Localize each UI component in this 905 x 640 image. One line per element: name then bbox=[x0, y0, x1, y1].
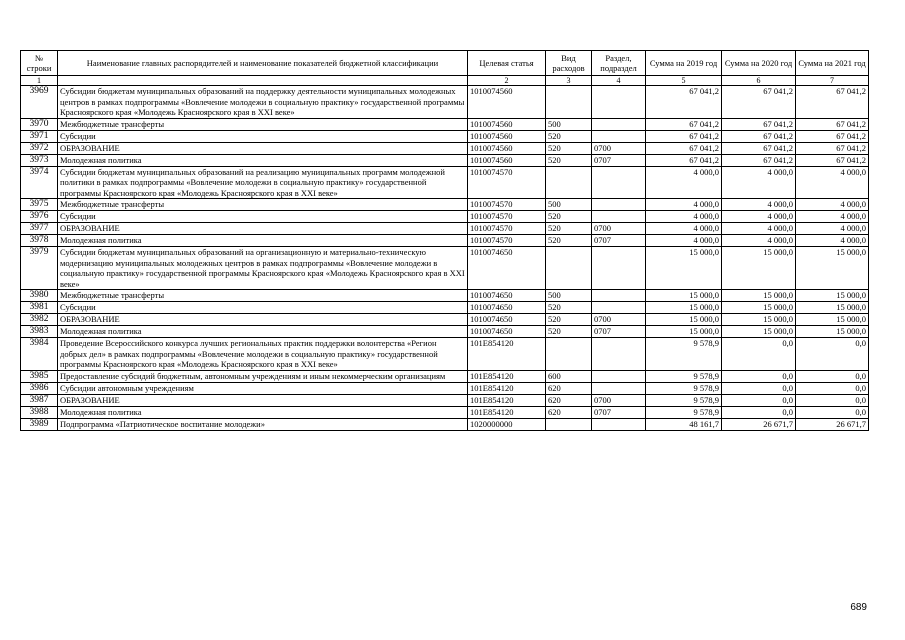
row-sum-2019: 4 000,0 bbox=[646, 211, 722, 223]
row-sum-2019: 67 041,2 bbox=[646, 154, 722, 166]
row-number: 3977 bbox=[21, 223, 58, 235]
row-name: ОБРАЗОВАНИЕ bbox=[58, 142, 468, 154]
table-row bbox=[21, 166, 869, 199]
header-target-item: Целевая статья bbox=[468, 51, 546, 76]
row-sum-2021: 67 041,2 bbox=[796, 130, 869, 142]
row-number: 3987 bbox=[21, 394, 58, 406]
row-sum-2021: 0,0 bbox=[796, 406, 869, 418]
page-number: 689 bbox=[850, 602, 867, 613]
row-sum-2019: 15 000,0 bbox=[646, 326, 722, 338]
row-sum-2020: 4 000,0 bbox=[722, 166, 796, 199]
budget-table bbox=[20, 50, 869, 431]
row-target-item: 1020000000 bbox=[468, 418, 546, 430]
table-row bbox=[21, 418, 869, 430]
header-sum-2020: Сумма на 2020 год bbox=[722, 51, 796, 76]
row-target-item: 1010074570 bbox=[468, 211, 546, 223]
row-target-item: 1010074570 bbox=[468, 166, 546, 199]
row-sum-2021: 26 671,7 bbox=[796, 418, 869, 430]
row-number: 3971 bbox=[21, 130, 58, 142]
row-name: Субсидии bbox=[58, 302, 468, 314]
row-section: 0707 bbox=[592, 406, 646, 418]
column-number bbox=[58, 76, 468, 86]
row-sum-2019: 67 041,2 bbox=[646, 86, 722, 119]
row-sum-2020: 67 041,2 bbox=[722, 118, 796, 130]
row-sum-2019: 15 000,0 bbox=[646, 314, 722, 326]
row-number: 3988 bbox=[21, 406, 58, 418]
table-row bbox=[21, 394, 869, 406]
row-section: 0707 bbox=[592, 235, 646, 247]
row-sum-2021: 4 000,0 bbox=[796, 211, 869, 223]
table-row bbox=[21, 86, 869, 119]
row-target-item: 101E854120 bbox=[468, 394, 546, 406]
row-sum-2021: 0,0 bbox=[796, 394, 869, 406]
row-section bbox=[592, 290, 646, 302]
row-sum-2021: 15 000,0 bbox=[796, 314, 869, 326]
row-sum-2021: 4 000,0 bbox=[796, 199, 869, 211]
table-row bbox=[21, 247, 869, 290]
row-number: 3982 bbox=[21, 314, 58, 326]
table-row bbox=[21, 326, 869, 338]
row-name: Молодежная политика bbox=[58, 154, 468, 166]
table-row bbox=[21, 154, 869, 166]
row-number: 3970 bbox=[21, 118, 58, 130]
row-target-item: 1010074560 bbox=[468, 86, 546, 119]
row-sum-2020: 15 000,0 bbox=[722, 326, 796, 338]
row-number: 3984 bbox=[21, 338, 58, 371]
row-section: 0700 bbox=[592, 223, 646, 235]
header-sum-2021: Сумма на 2021 год bbox=[796, 51, 869, 76]
row-target-item: 1010074570 bbox=[468, 223, 546, 235]
row-sum-2019: 9 578,9 bbox=[646, 406, 722, 418]
header-section: Раздел, подраздел bbox=[592, 51, 646, 76]
column-number: 5 bbox=[646, 76, 722, 86]
row-name: ОБРАЗОВАНИЕ bbox=[58, 314, 468, 326]
row-target-item: 1010074650 bbox=[468, 326, 546, 338]
row-sum-2021: 67 041,2 bbox=[796, 86, 869, 119]
header-row-number: № строки bbox=[21, 51, 58, 76]
row-sum-2020: 15 000,0 bbox=[722, 290, 796, 302]
column-number: 3 bbox=[546, 76, 592, 86]
row-section bbox=[592, 370, 646, 382]
row-section: 0700 bbox=[592, 394, 646, 406]
row-sum-2019: 67 041,2 bbox=[646, 118, 722, 130]
row-sum-2019: 4 000,0 bbox=[646, 199, 722, 211]
row-name: ОБРАЗОВАНИЕ bbox=[58, 223, 468, 235]
row-expense-type: 500 bbox=[546, 199, 592, 211]
table-row bbox=[21, 235, 869, 247]
row-section bbox=[592, 247, 646, 290]
row-target-item: 101E854120 bbox=[468, 382, 546, 394]
row-target-item: 1010074570 bbox=[468, 235, 546, 247]
row-target-item: 1010074650 bbox=[468, 290, 546, 302]
row-target-item: 1010074650 bbox=[468, 302, 546, 314]
row-number: 3979 bbox=[21, 247, 58, 290]
column-number: 6 bbox=[722, 76, 796, 86]
row-sum-2019: 15 000,0 bbox=[646, 290, 722, 302]
row-name: Молодежная политика bbox=[58, 235, 468, 247]
row-section bbox=[592, 382, 646, 394]
row-number: 3974 bbox=[21, 166, 58, 199]
row-target-item: 1010074560 bbox=[468, 130, 546, 142]
row-sum-2019: 9 578,9 bbox=[646, 382, 722, 394]
row-name: Субсидии bbox=[58, 211, 468, 223]
row-sum-2020: 67 041,2 bbox=[722, 86, 796, 119]
row-expense-type: 520 bbox=[546, 235, 592, 247]
row-sum-2020: 0,0 bbox=[722, 406, 796, 418]
row-target-item: 1010074650 bbox=[468, 314, 546, 326]
column-number-row bbox=[21, 76, 869, 86]
row-sum-2020: 15 000,0 bbox=[722, 247, 796, 290]
row-sum-2020: 4 000,0 bbox=[722, 211, 796, 223]
row-sum-2020: 15 000,0 bbox=[722, 302, 796, 314]
row-section: 0700 bbox=[592, 314, 646, 326]
row-number: 3972 bbox=[21, 142, 58, 154]
row-sum-2021: 67 041,2 bbox=[796, 118, 869, 130]
row-number: 3985 bbox=[21, 370, 58, 382]
row-sum-2019: 4 000,0 bbox=[646, 223, 722, 235]
row-section bbox=[592, 302, 646, 314]
row-number: 3989 bbox=[21, 418, 58, 430]
row-number: 3976 bbox=[21, 211, 58, 223]
row-sum-2021: 15 000,0 bbox=[796, 290, 869, 302]
row-sum-2021: 67 041,2 bbox=[796, 142, 869, 154]
row-sum-2020: 67 041,2 bbox=[722, 142, 796, 154]
table-row bbox=[21, 406, 869, 418]
row-expense-type: 520 bbox=[546, 130, 592, 142]
table-row bbox=[21, 290, 869, 302]
table-row bbox=[21, 370, 869, 382]
row-sum-2019: 67 041,2 bbox=[646, 142, 722, 154]
column-number: 2 bbox=[468, 76, 546, 86]
row-name: ОБРАЗОВАНИЕ bbox=[58, 394, 468, 406]
row-name: Субсидии бюджетам муниципальных образований на поддержку деятельности муниципальных молодежных центров в рамках подпрограммы «Вовлечение молодежи в социальную практику» государственной программы Красноярского края «Молодежь Красноярского края в XXI веке» bbox=[58, 86, 468, 119]
column-number: 7 bbox=[796, 76, 869, 86]
row-expense-type: 520 bbox=[546, 223, 592, 235]
row-sum-2020: 67 041,2 bbox=[722, 130, 796, 142]
row-sum-2021: 15 000,0 bbox=[796, 302, 869, 314]
row-sum-2021: 0,0 bbox=[796, 370, 869, 382]
row-target-item: 1010074560 bbox=[468, 142, 546, 154]
row-name: Субсидии автономным учреждениям bbox=[58, 382, 468, 394]
row-name: Межбюджетные трансферты bbox=[58, 118, 468, 130]
table-row bbox=[21, 118, 869, 130]
row-name: Межбюджетные трансферты bbox=[58, 199, 468, 211]
row-expense-type: 620 bbox=[546, 406, 592, 418]
row-expense-type: 500 bbox=[546, 118, 592, 130]
row-name: Субсидии бюджетам муниципальных образований на организационную и материально-техническую модернизацию муниципальных молодежных центров в рамках подпрограммы «Вовлечение молодежи в социальную практику» государственной программы Красноярского края «Молодежь Красноярского края в XXI веке» bbox=[58, 247, 468, 290]
row-sum-2021: 15 000,0 bbox=[796, 326, 869, 338]
row-sum-2019: 67 041,2 bbox=[646, 130, 722, 142]
row-sum-2020: 67 041,2 bbox=[722, 154, 796, 166]
row-expense-type: 520 bbox=[546, 326, 592, 338]
row-name: Молодежная политика bbox=[58, 326, 468, 338]
row-sum-2020: 26 671,7 bbox=[722, 418, 796, 430]
row-sum-2019: 48 161,7 bbox=[646, 418, 722, 430]
row-sum-2020: 0,0 bbox=[722, 338, 796, 371]
row-name: Подпрограмма «Патриотическое воспитание молодежи» bbox=[58, 418, 468, 430]
row-expense-type: 520 bbox=[546, 211, 592, 223]
row-sum-2020: 0,0 bbox=[722, 382, 796, 394]
row-expense-type: 520 bbox=[546, 314, 592, 326]
row-name: Проведение Всероссийского конкурса лучших региональных практик поддержки волонтерства «Регион добрых дел» в рамках подпрограммы «Вовлечение молодежи в социальную практику» государственной программы Красноярского края «Молодежь Красноярского края в XXI веке» bbox=[58, 338, 468, 371]
row-sum-2019: 9 578,9 bbox=[646, 338, 722, 371]
table-row bbox=[21, 211, 869, 223]
row-section bbox=[592, 418, 646, 430]
row-sum-2021: 15 000,0 bbox=[796, 247, 869, 290]
row-expense-type: 520 bbox=[546, 154, 592, 166]
row-target-item: 1010074560 bbox=[468, 154, 546, 166]
row-expense-type: 500 bbox=[546, 290, 592, 302]
row-name: Субсидии бюджетам муниципальных образований на реализацию муниципальных программ молодежной политики в рамках подпрограммы «Вовлечение молодежи в социальную практику» государственной программы Красноярского края «Молодежь Красноярского края в XXI веке» bbox=[58, 166, 468, 199]
row-target-item: 1010074570 bbox=[468, 199, 546, 211]
row-section bbox=[592, 166, 646, 199]
table-row bbox=[21, 142, 869, 154]
row-section bbox=[592, 86, 646, 119]
row-number: 3983 bbox=[21, 326, 58, 338]
table-row bbox=[21, 382, 869, 394]
row-sum-2021: 0,0 bbox=[796, 338, 869, 371]
row-expense-type bbox=[546, 86, 592, 119]
header-name: Наименование главных распорядителей и наименование показателей бюджетной классификации bbox=[58, 51, 468, 76]
table-row bbox=[21, 314, 869, 326]
column-number: 4 bbox=[592, 76, 646, 86]
row-number: 3978 bbox=[21, 235, 58, 247]
row-name: Предоставление субсидий бюджетным, автономным учреждениям и иным некоммерческим организациям bbox=[58, 370, 468, 382]
row-number: 3986 bbox=[21, 382, 58, 394]
row-sum-2020: 4 000,0 bbox=[722, 199, 796, 211]
row-expense-type: 520 bbox=[546, 142, 592, 154]
table-row bbox=[21, 338, 869, 371]
row-sum-2021: 0,0 bbox=[796, 382, 869, 394]
row-number: 3981 bbox=[21, 302, 58, 314]
row-name: Межбюджетные трансферты bbox=[58, 290, 468, 302]
row-number: 3969 bbox=[21, 86, 58, 119]
row-expense-type bbox=[546, 247, 592, 290]
row-number: 3973 bbox=[21, 154, 58, 166]
row-target-item: 101E854120 bbox=[468, 406, 546, 418]
row-name: Молодежная политика bbox=[58, 406, 468, 418]
row-sum-2019: 4 000,0 bbox=[646, 235, 722, 247]
row-section bbox=[592, 130, 646, 142]
row-expense-type bbox=[546, 338, 592, 371]
row-sum-2021: 4 000,0 bbox=[796, 235, 869, 247]
column-number: 1 bbox=[21, 76, 58, 86]
row-sum-2021: 67 041,2 bbox=[796, 154, 869, 166]
table-row bbox=[21, 199, 869, 211]
row-sum-2021: 4 000,0 bbox=[796, 166, 869, 199]
row-sum-2020: 4 000,0 bbox=[722, 223, 796, 235]
row-expense-type bbox=[546, 166, 592, 199]
row-expense-type: 620 bbox=[546, 382, 592, 394]
row-sum-2021: 4 000,0 bbox=[796, 223, 869, 235]
row-sum-2019: 4 000,0 bbox=[646, 166, 722, 199]
row-sum-2020: 0,0 bbox=[722, 370, 796, 382]
header-expense-type: Вид расходов bbox=[546, 51, 592, 76]
row-section bbox=[592, 199, 646, 211]
row-sum-2019: 9 578,9 bbox=[646, 370, 722, 382]
row-section: 0707 bbox=[592, 326, 646, 338]
row-sum-2020: 15 000,0 bbox=[722, 314, 796, 326]
row-target-item: 1010074560 bbox=[468, 118, 546, 130]
table-row bbox=[21, 302, 869, 314]
row-section bbox=[592, 338, 646, 371]
row-sum-2019: 15 000,0 bbox=[646, 302, 722, 314]
table-row bbox=[21, 130, 869, 142]
row-target-item: 1010074650 bbox=[468, 247, 546, 290]
row-section: 0700 bbox=[592, 142, 646, 154]
row-expense-type bbox=[546, 418, 592, 430]
row-number: 3975 bbox=[21, 199, 58, 211]
row-expense-type: 620 bbox=[546, 394, 592, 406]
row-section: 0707 bbox=[592, 154, 646, 166]
row-name: Субсидии bbox=[58, 130, 468, 142]
row-expense-type: 600 bbox=[546, 370, 592, 382]
table-row bbox=[21, 223, 869, 235]
row-sum-2019: 9 578,9 bbox=[646, 394, 722, 406]
row-expense-type: 520 bbox=[546, 302, 592, 314]
header-row bbox=[21, 51, 869, 76]
row-sum-2020: 0,0 bbox=[722, 394, 796, 406]
row-sum-2020: 4 000,0 bbox=[722, 235, 796, 247]
row-target-item: 101E854120 bbox=[468, 370, 546, 382]
row-target-item: 101E854120 bbox=[468, 338, 546, 371]
row-section bbox=[592, 211, 646, 223]
row-number: 3980 bbox=[21, 290, 58, 302]
row-sum-2019: 15 000,0 bbox=[646, 247, 722, 290]
table-body bbox=[21, 86, 869, 431]
row-section bbox=[592, 118, 646, 130]
header-sum-2019: Сумма на 2019 год bbox=[646, 51, 722, 76]
